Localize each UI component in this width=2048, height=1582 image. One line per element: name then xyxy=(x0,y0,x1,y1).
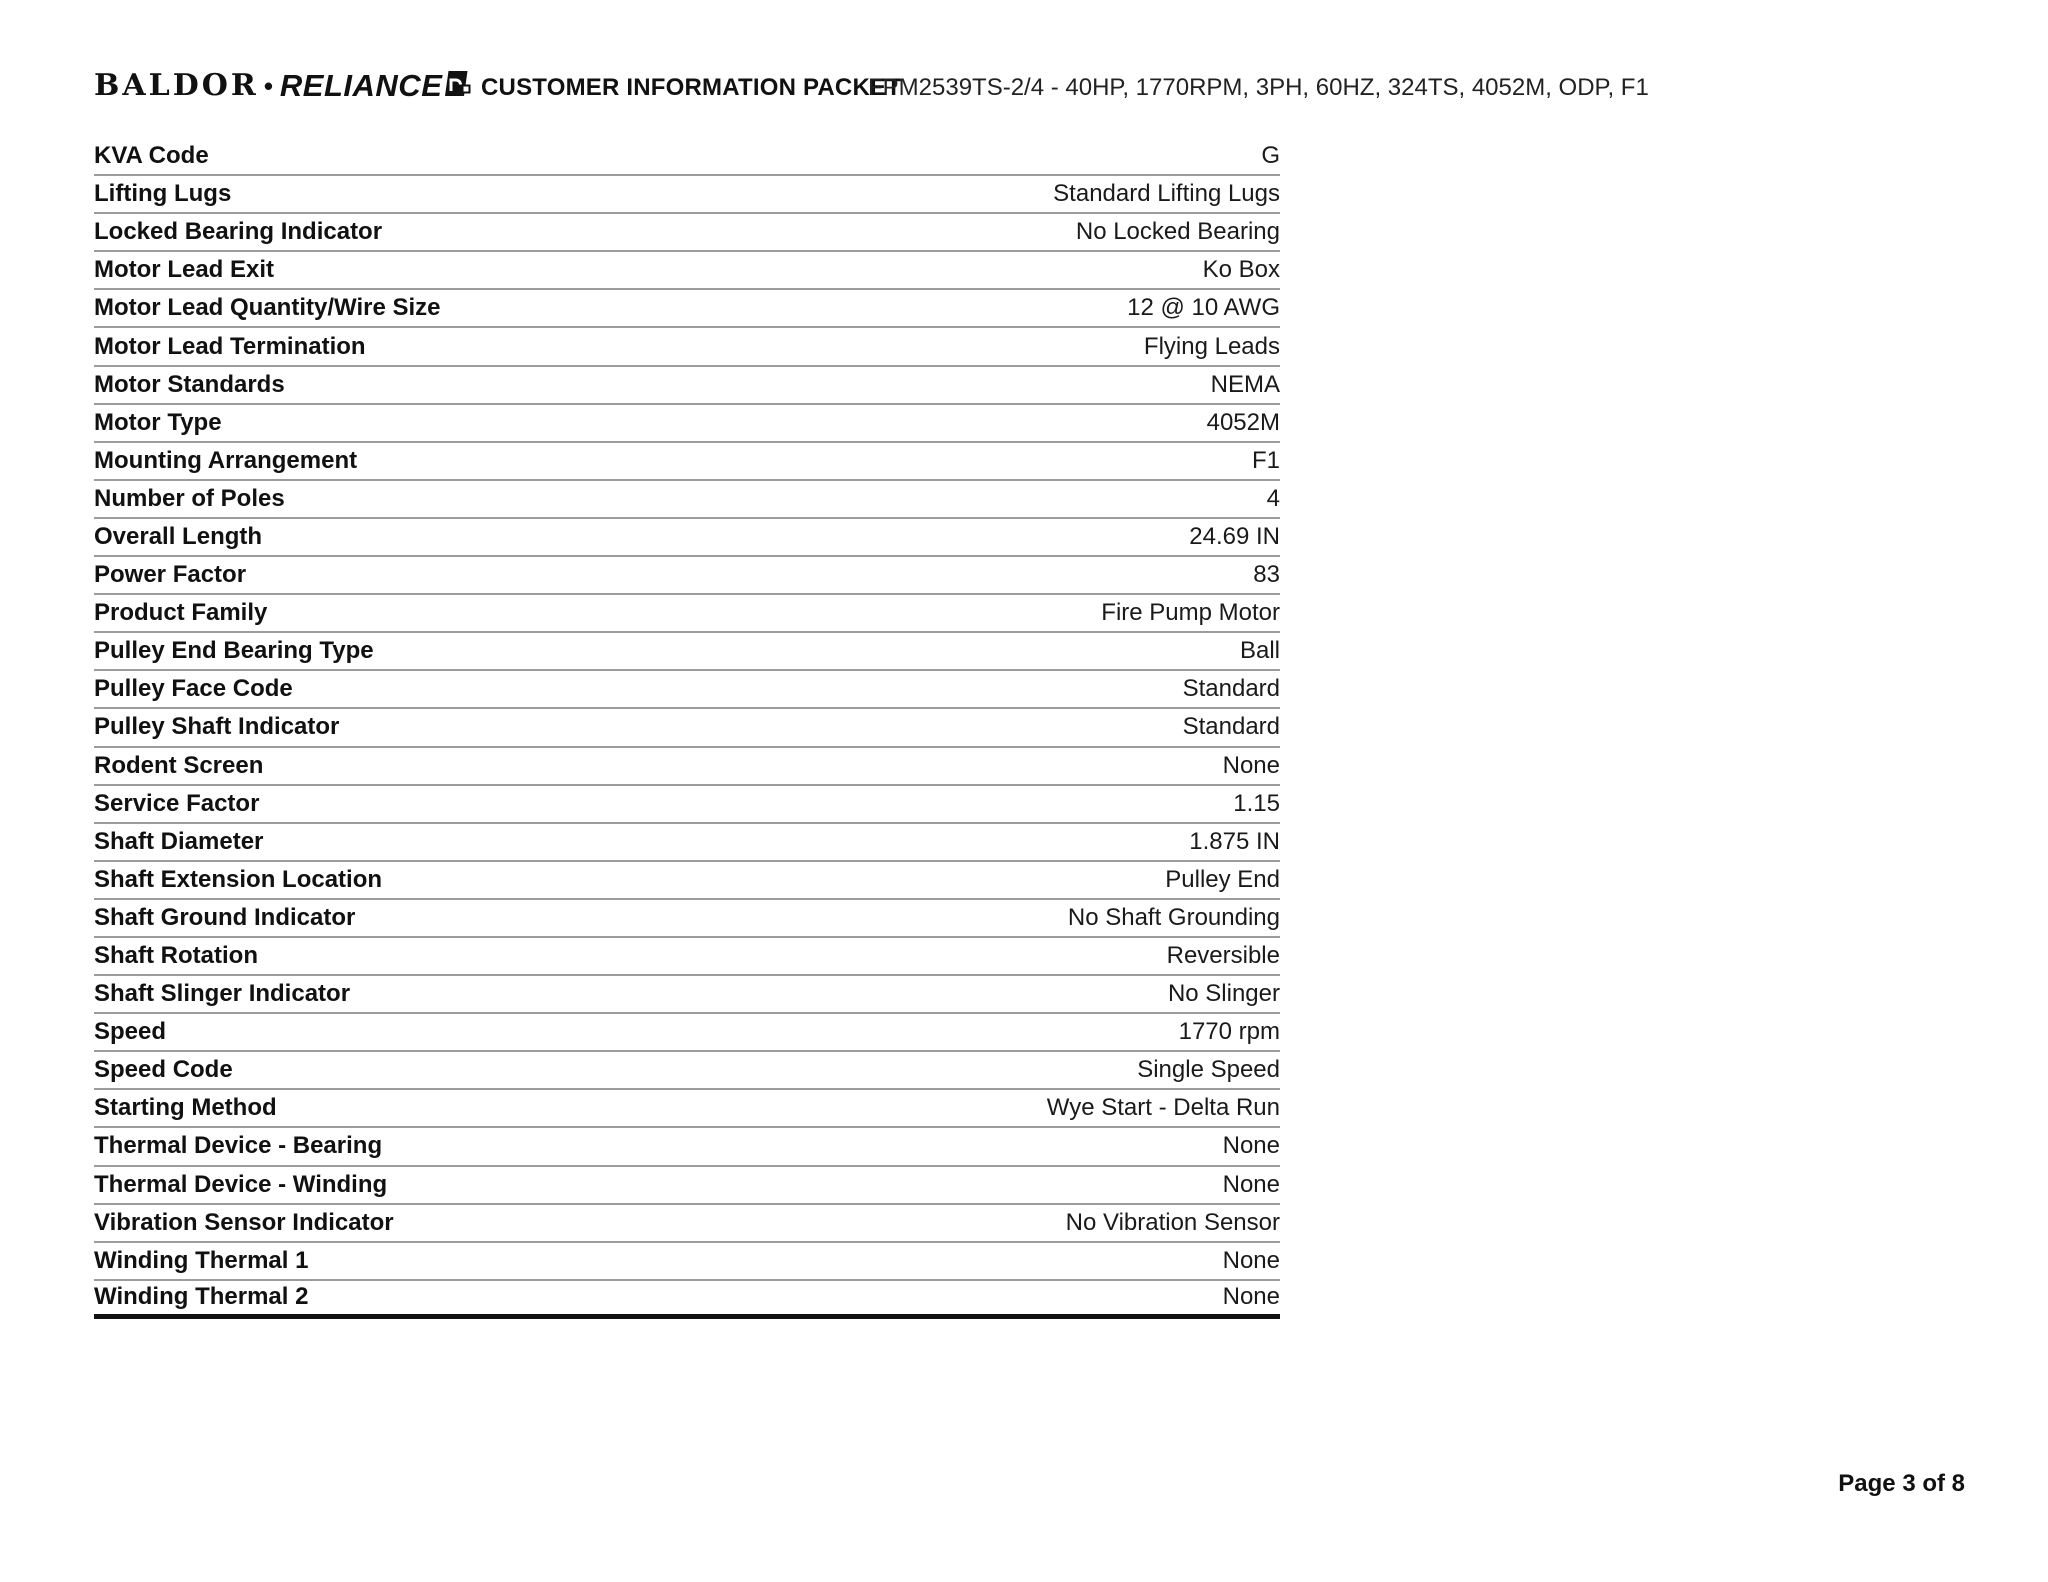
spec-label: Speed xyxy=(94,1018,167,1046)
spec-table-row xyxy=(94,824,1280,862)
spec-label: Winding Thermal 2 xyxy=(94,1283,309,1311)
logo-baldor-wordmark: BALDOR xyxy=(94,67,259,103)
spec-table-row xyxy=(94,519,1280,557)
spec-table-row xyxy=(94,290,1280,328)
spec-table-row xyxy=(94,367,1280,405)
spec-label: Shaft Diameter xyxy=(94,827,264,855)
spec-value: Pulley End xyxy=(1165,865,1280,893)
spec-label: Speed Code xyxy=(94,1056,233,1084)
baldor-reliance-logo xyxy=(94,67,471,103)
spec-label: Shaft Slinger Indicator xyxy=(94,980,351,1008)
spec-table-row xyxy=(94,1205,1280,1243)
spec-value: None xyxy=(1222,1283,1280,1311)
spec-value: 1.875 IN xyxy=(1189,827,1280,855)
spec-value: Ball xyxy=(1239,637,1280,665)
spec-value: No Slinger xyxy=(1167,980,1280,1008)
spec-label: Lifting Lugs xyxy=(94,180,232,208)
spec-label: Number of Poles xyxy=(94,484,285,512)
spec-value: No Vibration Sensor xyxy=(1065,1208,1280,1236)
spec-label: Power Factor xyxy=(94,561,247,589)
spec-table-row xyxy=(94,938,1280,976)
spec-label: Pulley Shaft Indicator xyxy=(94,713,340,741)
spec-label: Mounting Arrangement xyxy=(94,446,358,474)
spec-label: Thermal Device - Bearing xyxy=(94,1132,383,1160)
spec-value: Ko Box xyxy=(1202,256,1280,284)
spec-table-row xyxy=(94,214,1280,252)
spec-table-row xyxy=(94,443,1280,481)
reliance-r-mark-icon xyxy=(445,70,471,101)
spec-value: 83 xyxy=(1253,561,1280,589)
spec-table-row xyxy=(94,671,1280,709)
spec-table-row xyxy=(94,405,1280,443)
spec-label: Motor Lead Quantity/Wire Size xyxy=(94,294,441,322)
spec-label: Pulley Face Code xyxy=(94,675,293,703)
document-title: CUSTOMER INFORMATION PACKET xyxy=(481,74,902,101)
spec-value: Standard xyxy=(1182,675,1280,703)
spec-table-row xyxy=(94,900,1280,938)
spec-table-row xyxy=(94,328,1280,366)
spec-value: None xyxy=(1222,1170,1280,1198)
spec-label: Shaft Rotation xyxy=(94,942,258,970)
spec-value: Single Speed xyxy=(1137,1056,1280,1084)
spec-value: 4052M xyxy=(1206,408,1280,436)
spec-table-row xyxy=(94,976,1280,1014)
spec-table-row xyxy=(94,786,1280,824)
page-number: Page 3 of 8 xyxy=(1838,1470,1965,1497)
spec-value: Reversible xyxy=(1166,942,1280,970)
logo-separator-dot: • xyxy=(263,70,273,101)
spec-value: Fire Pump Motor xyxy=(1101,599,1280,627)
spec-label: Pulley End Bearing Type xyxy=(94,637,374,665)
spec-table xyxy=(94,138,1280,1319)
product-spec-line: FPM2539TS-2/4 - 40HP, 1770RPM, 3PH, 60HZ, 324TS, 4052M, ODP, F1 xyxy=(868,74,1649,101)
spec-value: 1.15 xyxy=(1233,789,1280,817)
spec-label: Rodent Screen xyxy=(94,751,264,779)
spec-label: Motor Standards xyxy=(94,370,285,398)
spec-label: Product Family xyxy=(94,599,268,627)
spec-value: F1 xyxy=(1251,446,1280,474)
spec-table-row xyxy=(94,748,1280,786)
spec-value: G xyxy=(1261,142,1280,170)
spec-table-row xyxy=(94,633,1280,671)
spec-table-row xyxy=(94,481,1280,519)
spec-table-row xyxy=(94,1243,1280,1281)
spec-value: Standard Lifting Lugs xyxy=(1053,180,1280,208)
spec-label: Overall Length xyxy=(94,522,263,550)
spec-value: 24.69 IN xyxy=(1189,522,1280,550)
spec-label: Vibration Sensor Indicator xyxy=(94,1208,394,1236)
spec-value: No Locked Bearing xyxy=(1075,218,1280,246)
spec-table-row xyxy=(94,1052,1280,1090)
spec-table-row xyxy=(94,176,1280,214)
spec-label: Shaft Extension Location xyxy=(94,865,383,893)
spec-value: Flying Leads xyxy=(1143,332,1280,360)
spec-table-row xyxy=(94,557,1280,595)
spec-label: Locked Bearing Indicator xyxy=(94,218,383,246)
spec-value: Wye Start - Delta Run xyxy=(1046,1094,1280,1122)
spec-table-row xyxy=(94,1167,1280,1205)
spec-label: Motor Lead Termination xyxy=(94,332,366,360)
spec-table-row xyxy=(94,138,1280,176)
spec-table-row xyxy=(94,1128,1280,1166)
spec-table-row xyxy=(94,1014,1280,1052)
spec-label: Motor Type xyxy=(94,408,222,436)
spec-label: KVA Code xyxy=(94,142,209,170)
spec-label: Motor Lead Exit xyxy=(94,256,275,284)
spec-table-row xyxy=(94,862,1280,900)
spec-table-row xyxy=(94,595,1280,633)
spec-table-row xyxy=(94,709,1280,747)
spec-value: 12 @ 10 AWG xyxy=(1127,294,1280,322)
spec-value: No Shaft Grounding xyxy=(1067,903,1280,931)
spec-label: Service Factor xyxy=(94,789,260,817)
spec-table-row xyxy=(94,252,1280,290)
spec-value: None xyxy=(1222,1246,1280,1274)
spec-label: Thermal Device - Winding xyxy=(94,1170,388,1198)
spec-value: None xyxy=(1222,1132,1280,1160)
spec-label: Winding Thermal 1 xyxy=(94,1246,309,1274)
spec-value: 1770 rpm xyxy=(1178,1018,1280,1046)
spec-value: 4 xyxy=(1266,484,1280,512)
logo-reliance-wordmark: RELIANCE xyxy=(279,68,443,103)
spec-label: Starting Method xyxy=(94,1094,277,1122)
spec-table-row xyxy=(94,1281,1280,1319)
spec-label: Shaft Ground Indicator xyxy=(94,903,356,931)
page-header xyxy=(0,0,2048,120)
spec-table-row xyxy=(94,1090,1280,1128)
spec-value: NEMA xyxy=(1210,370,1280,398)
spec-value: Standard xyxy=(1182,713,1280,741)
spec-value: None xyxy=(1222,751,1280,779)
